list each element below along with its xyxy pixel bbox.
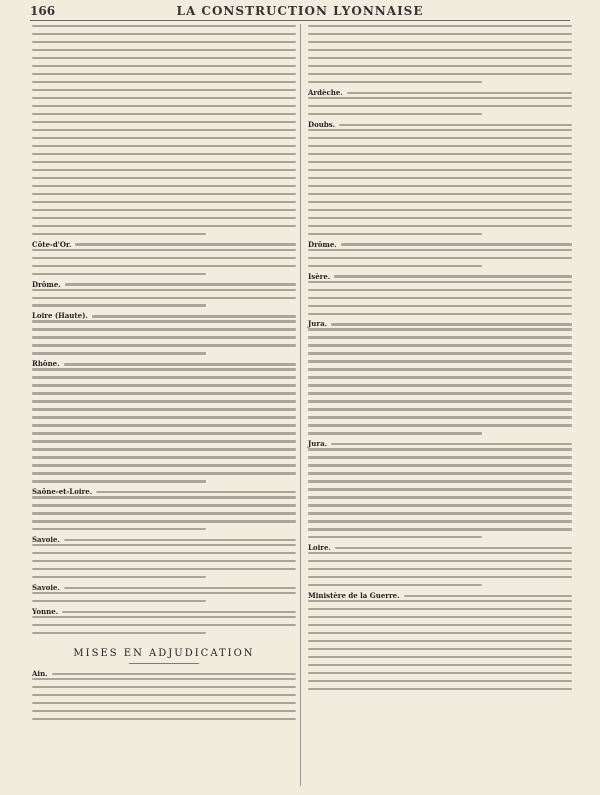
section-title: MISES EN ADJUDICATION (73, 647, 255, 659)
right-entry (308, 89, 572, 121)
entry-lead: Saône-et-Loire. (32, 487, 93, 497)
right-entry (308, 273, 572, 321)
entry-lead: Savoie. (32, 583, 60, 592)
running-head: LA CONSTRUCTION LYONNAISE (176, 4, 424, 18)
left-entry (32, 312, 296, 360)
right-entry (308, 241, 572, 273)
header-rule (30, 20, 570, 21)
left-entry (32, 360, 296, 488)
entry-lead: Côte-d'Or. (32, 239, 72, 249)
entry-lead: Jura. (308, 439, 328, 449)
right-entry (308, 544, 572, 592)
entry-lead: Yonne. (32, 606, 59, 616)
left-entry (32, 488, 296, 536)
entry-lead: Jura. (308, 319, 328, 329)
left-entry (32, 536, 296, 584)
entry-lead: Drôme. (32, 279, 61, 289)
right-paragraph (308, 25, 572, 89)
section-title-rule (129, 663, 199, 664)
left-entry (32, 584, 296, 608)
entry-lead: Savoie. (32, 535, 60, 545)
entry-lead: Loire. (308, 543, 331, 553)
entry-lead: Loire (Haute). (32, 311, 88, 321)
right-entry (308, 592, 572, 696)
left-entry (32, 670, 296, 726)
entry-lead: Isère. (308, 271, 331, 281)
column-divider (300, 24, 301, 786)
left-paragraph (32, 25, 296, 241)
page-number: 166 (30, 4, 56, 18)
right-entry (308, 320, 572, 440)
left-entry (32, 281, 296, 313)
right-column (308, 25, 572, 785)
left-column (32, 25, 296, 785)
left-entry (32, 241, 296, 281)
entry-lead: Ministère de la Guerre. (308, 591, 400, 600)
left-entry (32, 608, 296, 640)
entry-lead: Doubs. (308, 119, 336, 129)
entry-lead: Drôme. (308, 239, 337, 249)
right-entry (308, 121, 572, 241)
entry-lead: Ardèche. (308, 87, 343, 97)
right-entry (308, 440, 572, 544)
entry-lead: Ain. (32, 668, 48, 678)
entry-lead: Rhône. (32, 359, 60, 369)
